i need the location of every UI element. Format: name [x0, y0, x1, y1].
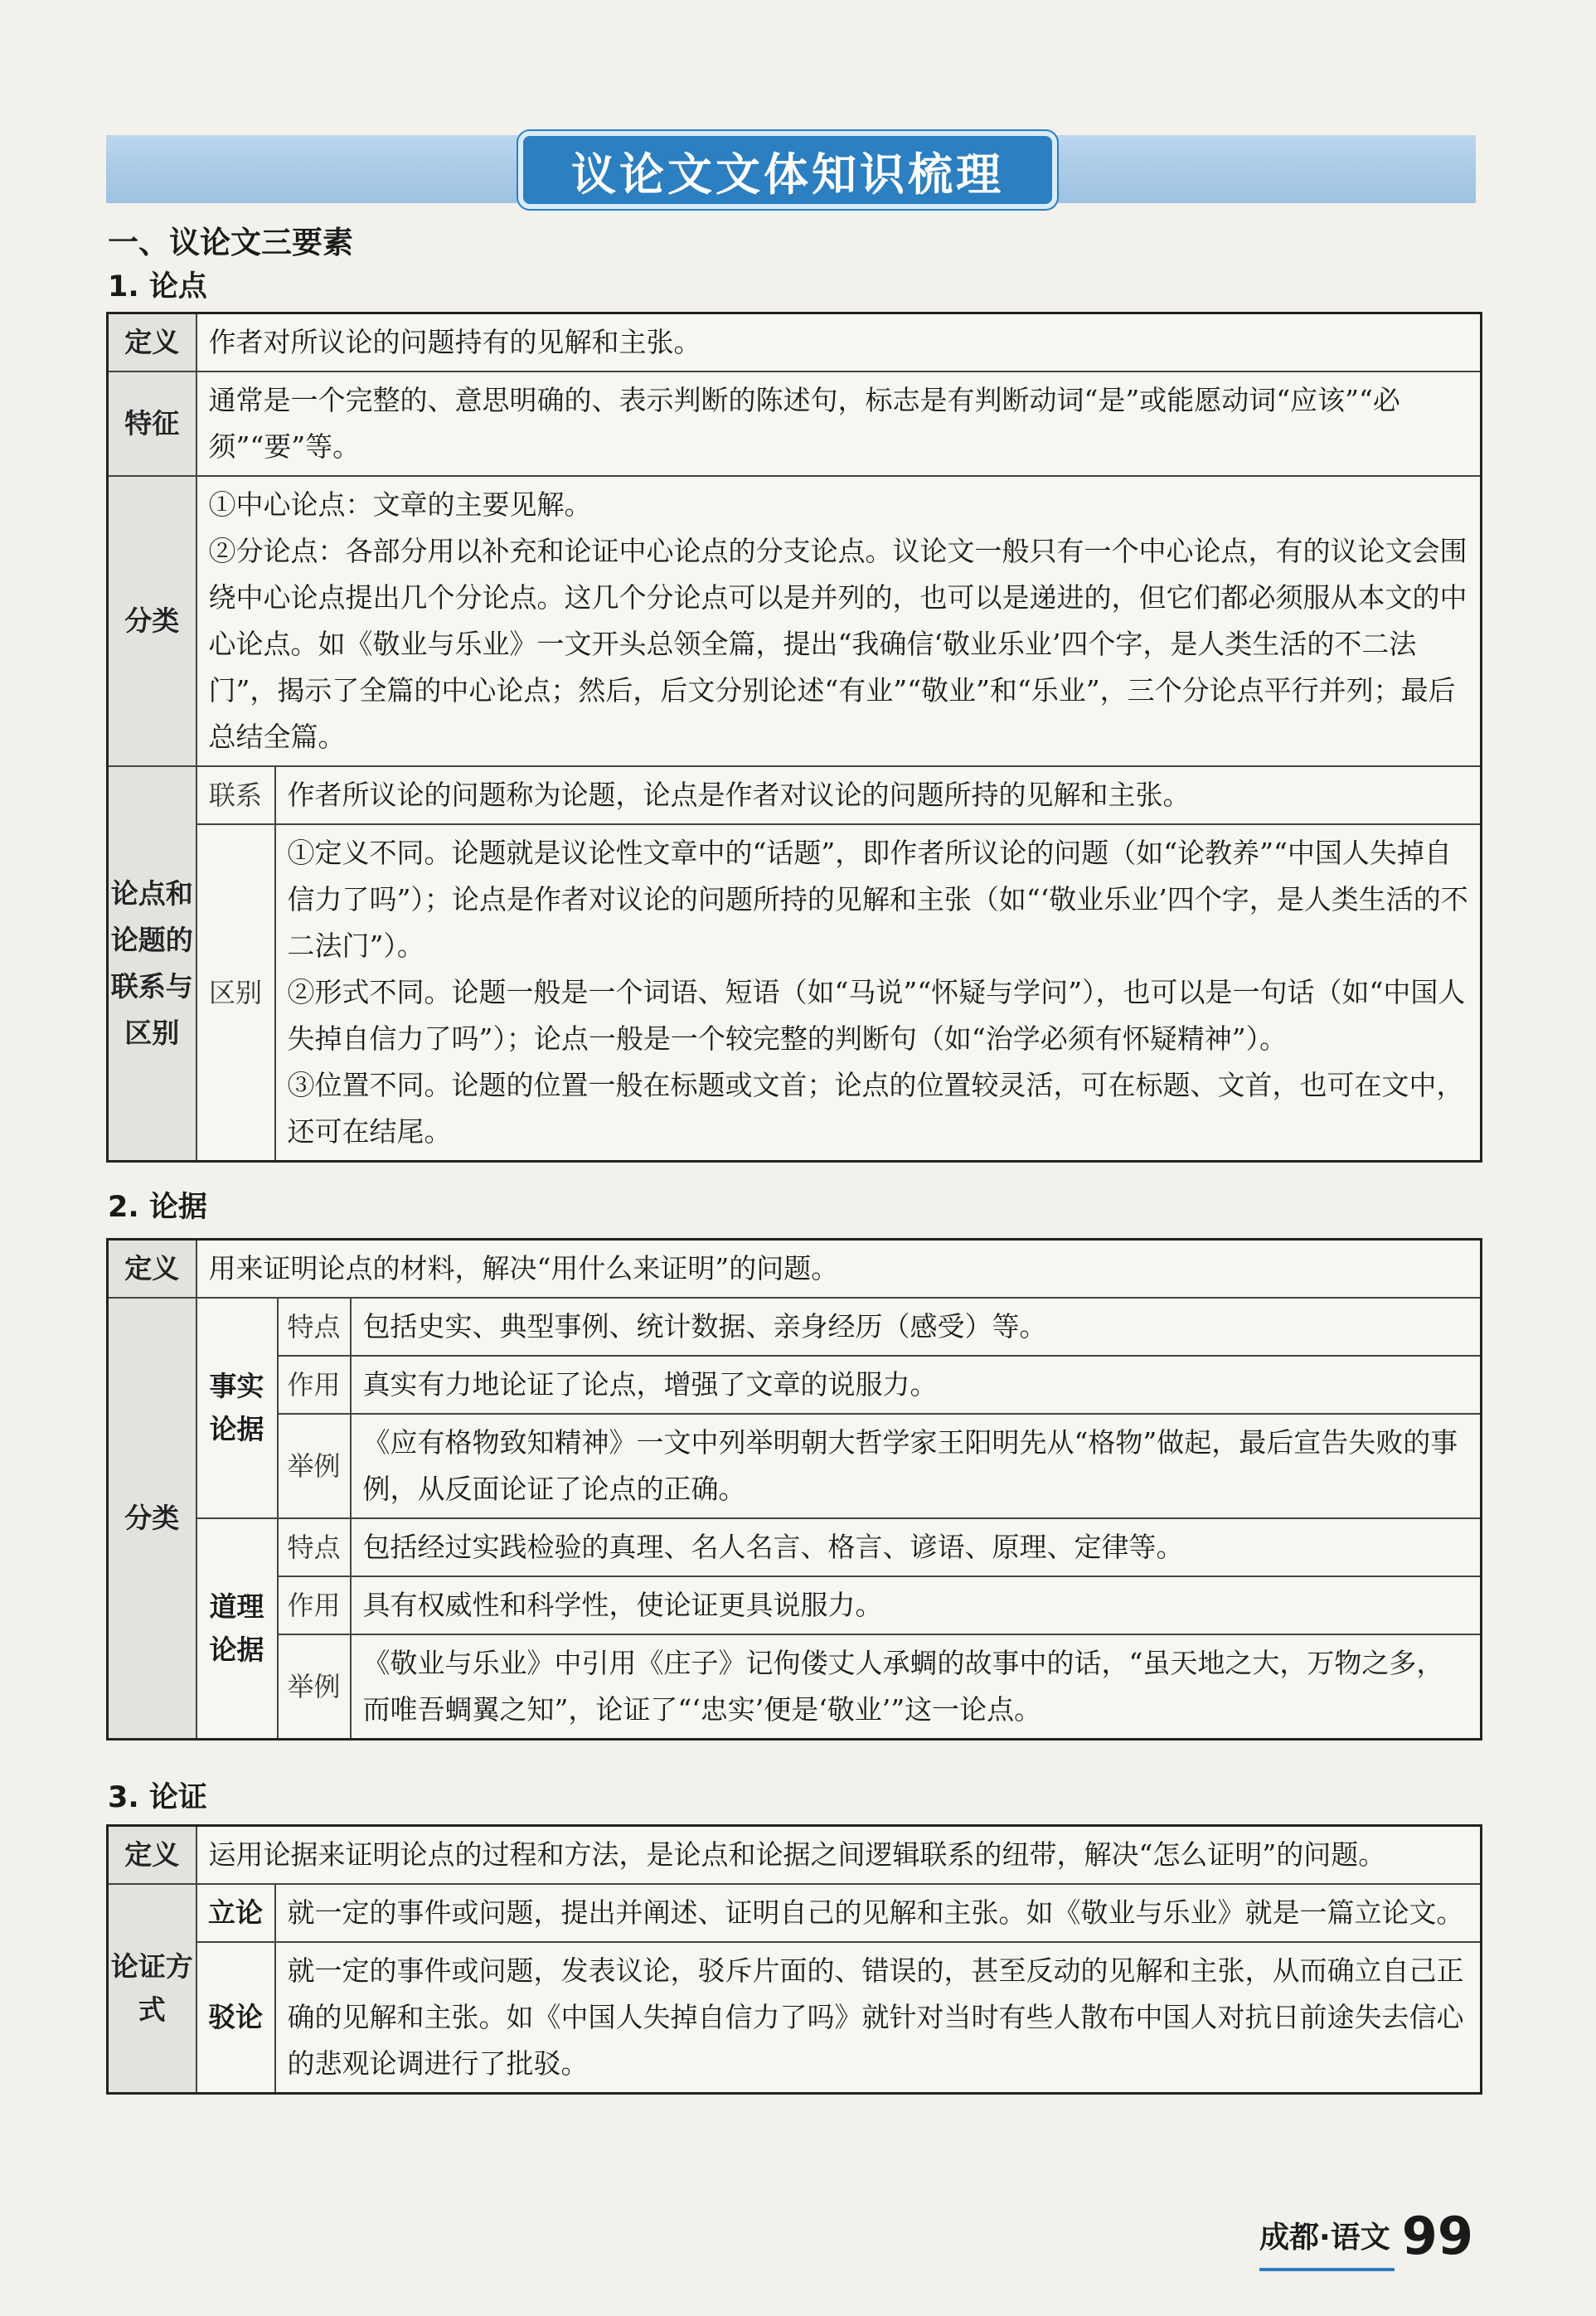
cell-text: 《应有格物致知精神》一文中列举明朝大哲学家王阳明先从“格物”做起，最后宣告失败的事例，从反面论证了论点的正确。	[351, 1414, 1482, 1518]
footer-underline	[1259, 2268, 1395, 2271]
table-row	[108, 1298, 1482, 1356]
table-lunju	[106, 1238, 1482, 1741]
subheading-lunzheng: 3. 论证	[108, 1781, 207, 1814]
table-row	[108, 313, 1482, 372]
section-heading: 一、议论文三要素	[108, 225, 353, 260]
cell-sublabel: 事实论据	[196, 1298, 278, 1518]
cell-sublabel: 作用	[278, 1356, 351, 1414]
cell-text: 真实有力地论证了论点，增强了文章的说服力。	[351, 1356, 1482, 1414]
cell-label: 定义	[108, 1826, 196, 1885]
cell-sublabel: 作用	[278, 1576, 351, 1634]
table-row	[108, 1884, 1482, 1942]
table-row	[108, 824, 1482, 1162]
cell-sublabel: 联系	[196, 766, 275, 824]
book-label: 成都·语文	[1259, 2221, 1390, 2255]
cell-label: 特征	[108, 371, 196, 476]
table-row	[108, 1414, 1482, 1518]
cell-text: 通常是一个完整的、意思明确的、表示判断的陈述句，标志是有判断动词“是”或能愿动词“应该”“必须”“要”等。	[196, 371, 1482, 476]
table-row	[108, 766, 1482, 824]
cell-label: 分类	[108, 476, 196, 766]
cell-text	[196, 476, 1482, 766]
cell-sublabel: 举例	[278, 1414, 351, 1518]
cell-text: 用来证明论点的材料，解决“用什么来证明”的问题。	[196, 1240, 1482, 1299]
cell-text: 就一定的事件或问题，提出并阐述、证明自己的见解和主张。如《敬业与乐业》就是一篇立论文。	[275, 1884, 1482, 1942]
table-lunzheng	[106, 1824, 1482, 2095]
cell-label: 分类	[108, 1298, 196, 1740]
page-number: 99	[1401, 2206, 1473, 2266]
table-row	[108, 1942, 1482, 2094]
subheading-lundian: 1. 论点	[108, 270, 207, 303]
paragraph: ①定义不同。论题就是议论性文章中的“话题”，即作者所议论的问题（如“论教养”“中国人失掉自信力了吗”）；论点是作者对议论的问题所持的见解和主张（如“‘敬业乐业’四个字，是人类生活的不二法门”）。	[287, 837, 1468, 962]
cell-text: 具有权威性和科学性，使论证更具说服力。	[351, 1576, 1482, 1634]
table-lundian	[106, 312, 1482, 1163]
cell-text: 就一定的事件或问题，发表议论，驳斥片面的、错误的，甚至反动的见解和主张，从而确立自己正确的见解和主张。如《中国人失掉自信力了吗》就针对当时有些人散布中国人对抗日前途失去信心的悲观论调进行了批驳。	[275, 1942, 1482, 2094]
page-footer	[1259, 2206, 1473, 2266]
table-row	[108, 1634, 1482, 1740]
paragraph: ②形式不同。论题一般是一个词语、短语（如“马说”“怀疑与学问”），也可以是一句话（如“中国人失掉自信力了吗”）；论点一般是一个较完整的判断句（如“治学必须有怀疑精神”）。	[287, 976, 1466, 1055]
cell-label: 论点和论题的联系与区别	[108, 766, 196, 1162]
paragraph: ①中心论点：文章的主要见解。	[208, 488, 592, 521]
cell-sublabel: 驳论	[196, 1942, 275, 2094]
cell-text: 运用论据来证明论点的过程和方法，是论点和论据之间逻辑联系的纽带，解决“怎么证明”的问题。	[196, 1826, 1482, 1885]
paragraph: ②分论点：各部分用以补充和论证中心论点的分支论点。议论文一般只有一个中心论点，有的议论文会围绕中心论点提出几个分论点。这几个分论点可以是并列的，也可以是递进的，但它们都必须服从本文的中心论点。如《敬业与乐业》一文开头总领全篇，提出“我确信‘敬业乐业’四个字，是人类生活的不二法门”，揭示了全篇的中心论点；然后，后文分别论述“有业”“敬业”和“乐业”，三个分论点平行并列；最后总结全篇。	[208, 535, 1467, 753]
table-row	[108, 1240, 1482, 1299]
cell-label: 定义	[108, 313, 196, 372]
table-row	[108, 476, 1482, 766]
cell-label: 定义	[108, 1240, 196, 1299]
cell-text: 包括史实、典型事例、统计数据、亲身经历（感受）等。	[351, 1298, 1482, 1356]
page-title: 议论文文体知识梳理	[518, 131, 1057, 209]
cell-text: 《敬业与乐业》中引用《庄子》记佝偻丈人承蜩的故事中的话，“虽天地之大，万物之多，而唯吾蜩翼之知”，论证了“‘忠实’便是‘敬业’”这一论点。	[351, 1634, 1482, 1740]
cell-sublabel: 举例	[278, 1634, 351, 1740]
cell-sublabel: 特点	[278, 1518, 351, 1576]
table-row	[108, 1356, 1482, 1414]
cell-text: 包括经过实践检验的真理、名人名言、格言、谚语、原理、定律等。	[351, 1518, 1482, 1576]
cell-text: 作者对所议论的问题持有的见解和主张。	[196, 313, 1482, 372]
cell-text: 作者所议论的问题称为论题，论点是作者对议论的问题所持的见解和主张。	[275, 766, 1482, 824]
subheading-lunju: 2. 论据	[108, 1191, 207, 1224]
cell-sublabel: 区别	[196, 824, 275, 1162]
cell-sublabel: 特点	[278, 1298, 351, 1356]
paragraph: ③位置不同。论题的位置一般在标题或文首；论点的位置较灵活，可在标题、文首，也可在文中，还可在结尾。	[287, 1069, 1464, 1148]
table-row	[108, 1576, 1482, 1634]
table-row	[108, 1518, 1482, 1576]
table-row	[108, 371, 1482, 476]
cell-sublabel: 道理论据	[196, 1518, 278, 1740]
table-row	[108, 1826, 1482, 1885]
cell-text	[275, 824, 1482, 1162]
cell-sublabel: 立论	[196, 1884, 275, 1942]
cell-label: 论证方式	[108, 1884, 196, 2094]
